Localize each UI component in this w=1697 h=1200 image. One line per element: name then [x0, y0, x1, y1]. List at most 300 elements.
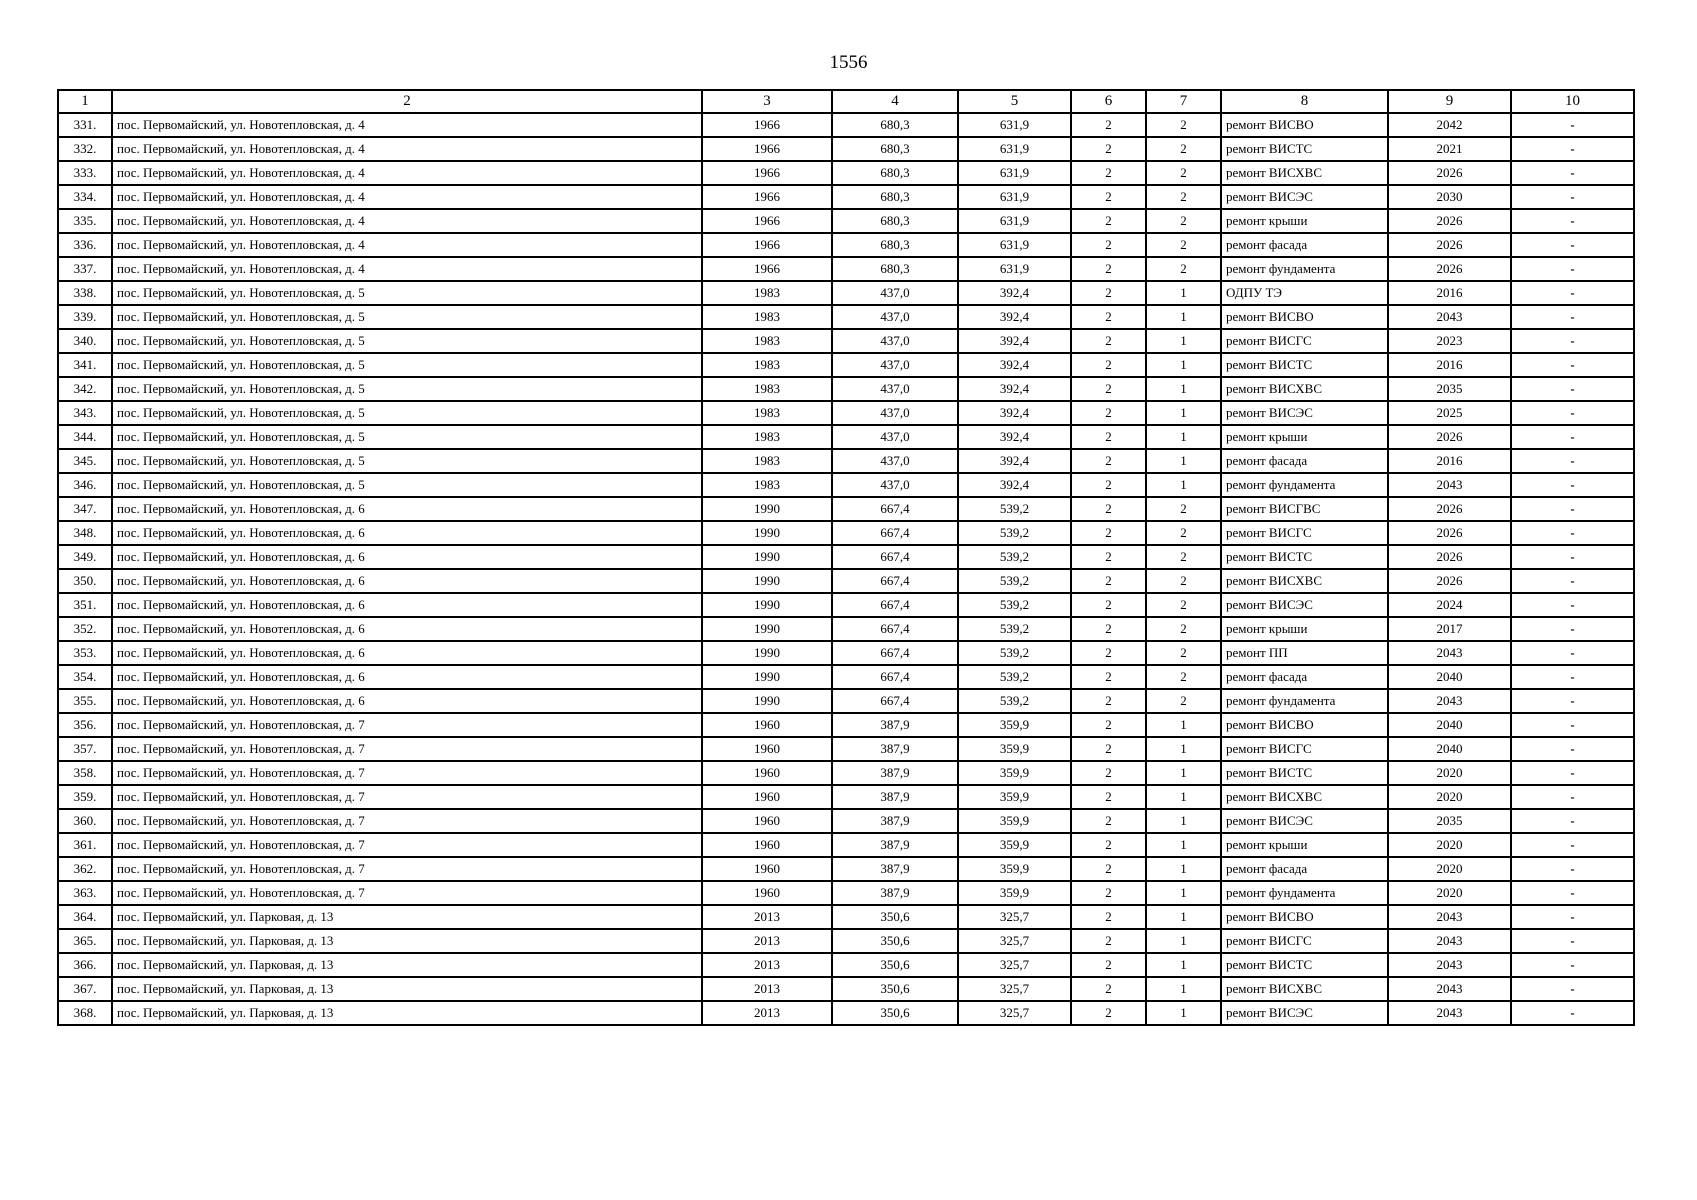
- cell-area-living: 392,4: [958, 377, 1071, 401]
- cell-row-number: 332.: [58, 137, 112, 161]
- cell-col-10: -: [1511, 833, 1634, 857]
- cell-area-total: 667,4: [832, 593, 958, 617]
- cell-planned-year: 2020: [1388, 761, 1511, 785]
- table-row: [58, 521, 1634, 545]
- cell-row-number: 365.: [58, 929, 112, 953]
- cell-planned-year: 2043: [1388, 977, 1511, 1001]
- cell-col-6: 2: [1071, 1001, 1146, 1025]
- cell-row-number: 366.: [58, 953, 112, 977]
- column-header: 3: [702, 90, 832, 113]
- cell-row-number: 356.: [58, 713, 112, 737]
- cell-area-total: 437,0: [832, 305, 958, 329]
- cell-year: 1990: [702, 497, 832, 521]
- cell-col-10: -: [1511, 329, 1634, 353]
- cell-col-10: -: [1511, 641, 1634, 665]
- cell-year: 1960: [702, 737, 832, 761]
- cell-planned-year: 2026: [1388, 569, 1511, 593]
- cell-col-10: -: [1511, 161, 1634, 185]
- cell-area-total: 387,9: [832, 785, 958, 809]
- cell-col-6: 2: [1071, 545, 1146, 569]
- cell-address: пос. Первомайский, ул. Новотепловская, д. 6: [112, 689, 702, 713]
- cell-col-10: -: [1511, 617, 1634, 641]
- cell-planned-year: 2043: [1388, 953, 1511, 977]
- cell-year: 1966: [702, 209, 832, 233]
- cell-col-7: 1: [1146, 977, 1221, 1001]
- cell-row-number: 343.: [58, 401, 112, 425]
- cell-col-6: 2: [1071, 593, 1146, 617]
- cell-address: пос. Первомайский, ул. Новотепловская, д. 4: [112, 233, 702, 257]
- cell-col-6: 2: [1071, 953, 1146, 977]
- cell-work-type: ремонт ВИСЭС: [1221, 1001, 1388, 1025]
- table-row: [58, 137, 1634, 161]
- cell-col-6: 2: [1071, 209, 1146, 233]
- cell-area-living: 631,9: [958, 113, 1071, 137]
- cell-work-type: ремонт фасада: [1221, 449, 1388, 473]
- cell-work-type: ремонт фасада: [1221, 857, 1388, 881]
- cell-work-type: ремонт ВИСЭС: [1221, 401, 1388, 425]
- cell-planned-year: 2043: [1388, 905, 1511, 929]
- cell-year: 1990: [702, 641, 832, 665]
- cell-row-number: 341.: [58, 353, 112, 377]
- cell-area-total: 387,9: [832, 833, 958, 857]
- cell-row-number: 358.: [58, 761, 112, 785]
- cell-row-number: 352.: [58, 617, 112, 641]
- cell-row-number: 344.: [58, 425, 112, 449]
- cell-col-6: 2: [1071, 161, 1146, 185]
- cell-col-6: 2: [1071, 233, 1146, 257]
- cell-area-living: 392,4: [958, 473, 1071, 497]
- cell-col-7: 1: [1146, 929, 1221, 953]
- table-row: [58, 617, 1634, 641]
- cell-area-living: 359,9: [958, 737, 1071, 761]
- cell-area-living: 325,7: [958, 977, 1071, 1001]
- cell-area-total: 350,6: [832, 1001, 958, 1025]
- cell-planned-year: 2040: [1388, 737, 1511, 761]
- cell-col-10: -: [1511, 977, 1634, 1001]
- cell-year: 1966: [702, 233, 832, 257]
- cell-work-type: ремонт ВИСХВС: [1221, 785, 1388, 809]
- table-row: [58, 377, 1634, 401]
- cell-col-7: 2: [1146, 233, 1221, 257]
- cell-col-10: -: [1511, 257, 1634, 281]
- cell-address: пос. Первомайский, ул. Новотепловская, д. 4: [112, 185, 702, 209]
- cell-area-total: 667,4: [832, 545, 958, 569]
- cell-work-type: ремонт ВИСХВС: [1221, 569, 1388, 593]
- cell-area-living: 392,4: [958, 401, 1071, 425]
- cell-address: пос. Первомайский, ул. Новотепловская, д. 6: [112, 521, 702, 545]
- cell-row-number: 337.: [58, 257, 112, 281]
- cell-area-living: 359,9: [958, 833, 1071, 857]
- cell-col-6: 2: [1071, 497, 1146, 521]
- cell-area-living: 325,7: [958, 953, 1071, 977]
- cell-year: 1983: [702, 281, 832, 305]
- cell-planned-year: 2016: [1388, 281, 1511, 305]
- cell-work-type: ремонт фасада: [1221, 233, 1388, 257]
- cell-row-number: 331.: [58, 113, 112, 137]
- cell-planned-year: 2042: [1388, 113, 1511, 137]
- cell-work-type: ремонт ВИСГС: [1221, 521, 1388, 545]
- cell-area-living: 539,2: [958, 497, 1071, 521]
- cell-col-10: -: [1511, 185, 1634, 209]
- cell-col-6: 2: [1071, 809, 1146, 833]
- cell-col-7: 1: [1146, 425, 1221, 449]
- cell-work-type: ремонт ВИСГС: [1221, 929, 1388, 953]
- cell-work-type: ремонт ВИСЭС: [1221, 185, 1388, 209]
- cell-area-total: 437,0: [832, 449, 958, 473]
- cell-area-total: 680,3: [832, 137, 958, 161]
- cell-year: 1983: [702, 353, 832, 377]
- column-header: 1: [58, 90, 112, 113]
- cell-planned-year: 2021: [1388, 137, 1511, 161]
- cell-row-number: 359.: [58, 785, 112, 809]
- cell-row-number: 335.: [58, 209, 112, 233]
- cell-work-type: ремонт ВИСВО: [1221, 905, 1388, 929]
- cell-col-10: -: [1511, 209, 1634, 233]
- cell-year: 1990: [702, 545, 832, 569]
- cell-address: пос. Первомайский, ул. Новотепловская, д. 7: [112, 833, 702, 857]
- cell-planned-year: 2026: [1388, 497, 1511, 521]
- cell-planned-year: 2026: [1388, 161, 1511, 185]
- cell-col-6: 2: [1071, 113, 1146, 137]
- cell-area-living: 392,4: [958, 425, 1071, 449]
- cell-col-7: 1: [1146, 785, 1221, 809]
- cell-area-total: 680,3: [832, 161, 958, 185]
- cell-row-number: 334.: [58, 185, 112, 209]
- cell-area-total: 437,0: [832, 473, 958, 497]
- cell-area-total: 680,3: [832, 185, 958, 209]
- cell-row-number: 333.: [58, 161, 112, 185]
- table-row: [58, 905, 1634, 929]
- cell-address: пос. Первомайский, ул. Новотепловская, д. 7: [112, 737, 702, 761]
- table-row: [58, 1001, 1634, 1025]
- cell-col-10: -: [1511, 425, 1634, 449]
- cell-col-10: -: [1511, 785, 1634, 809]
- cell-row-number: 362.: [58, 857, 112, 881]
- cell-area-total: 667,4: [832, 689, 958, 713]
- cell-col-10: -: [1511, 953, 1634, 977]
- cell-area-total: 667,4: [832, 617, 958, 641]
- cell-planned-year: 2017: [1388, 617, 1511, 641]
- cell-col-10: -: [1511, 569, 1634, 593]
- cell-col-7: 1: [1146, 713, 1221, 737]
- cell-area-living: 539,2: [958, 521, 1071, 545]
- column-header: 5: [958, 90, 1071, 113]
- cell-area-living: 359,9: [958, 809, 1071, 833]
- cell-address: пос. Первомайский, ул. Новотепловская, д. 7: [112, 785, 702, 809]
- cell-col-6: 2: [1071, 473, 1146, 497]
- table-row: [58, 689, 1634, 713]
- cell-col-7: 1: [1146, 1001, 1221, 1025]
- cell-area-total: 350,6: [832, 977, 958, 1001]
- cell-area-living: 631,9: [958, 185, 1071, 209]
- page-number: 1556: [829, 52, 868, 73]
- cell-area-living: 631,9: [958, 161, 1071, 185]
- cell-area-total: 667,4: [832, 497, 958, 521]
- cell-year: 1983: [702, 377, 832, 401]
- cell-col-7: 2: [1146, 113, 1221, 137]
- cell-col-10: -: [1511, 593, 1634, 617]
- cell-work-type: ремонт фундамента: [1221, 689, 1388, 713]
- cell-col-7: 1: [1146, 953, 1221, 977]
- column-header: 4: [832, 90, 958, 113]
- cell-area-living: 631,9: [958, 233, 1071, 257]
- cell-col-10: -: [1511, 737, 1634, 761]
- cell-year: 1990: [702, 617, 832, 641]
- cell-col-10: -: [1511, 353, 1634, 377]
- cell-address: пос. Первомайский, ул. Парковая, д. 13: [112, 953, 702, 977]
- table-row: [58, 209, 1634, 233]
- cell-row-number: 355.: [58, 689, 112, 713]
- cell-work-type: ремонт ВИСХВС: [1221, 377, 1388, 401]
- cell-area-living: 631,9: [958, 257, 1071, 281]
- cell-area-living: 539,2: [958, 545, 1071, 569]
- cell-area-total: 350,6: [832, 929, 958, 953]
- cell-work-type: ремонт ВИСВО: [1221, 113, 1388, 137]
- cell-col-7: 1: [1146, 401, 1221, 425]
- cell-year: 1960: [702, 881, 832, 905]
- cell-col-6: 2: [1071, 377, 1146, 401]
- table-row: [58, 353, 1634, 377]
- cell-work-type: ремонт ВИСТС: [1221, 353, 1388, 377]
- cell-area-living: 539,2: [958, 569, 1071, 593]
- cell-year: 1966: [702, 185, 832, 209]
- cell-work-type: ремонт крыши: [1221, 209, 1388, 233]
- cell-col-10: -: [1511, 305, 1634, 329]
- cell-year: 1960: [702, 785, 832, 809]
- cell-area-living: 631,9: [958, 209, 1071, 233]
- cell-planned-year: 2043: [1388, 929, 1511, 953]
- cell-area-living: 392,4: [958, 353, 1071, 377]
- cell-col-10: -: [1511, 1001, 1634, 1025]
- cell-planned-year: 2020: [1388, 881, 1511, 905]
- cell-col-10: -: [1511, 281, 1634, 305]
- cell-work-type: ремонт фундамента: [1221, 473, 1388, 497]
- table-row: [58, 329, 1634, 353]
- cell-col-6: 2: [1071, 185, 1146, 209]
- cell-col-6: 2: [1071, 449, 1146, 473]
- column-header: 7: [1146, 90, 1221, 113]
- cell-area-total: 680,3: [832, 113, 958, 137]
- cell-address: пос. Первомайский, ул. Новотепловская, д. 4: [112, 257, 702, 281]
- cell-col-10: -: [1511, 233, 1634, 257]
- cell-year: 1966: [702, 161, 832, 185]
- cell-year: 1983: [702, 425, 832, 449]
- cell-work-type: ремонт ВИСГВС: [1221, 497, 1388, 521]
- table-row: [58, 257, 1634, 281]
- cell-work-type: ремонт ВИСГС: [1221, 329, 1388, 353]
- table-row: [58, 929, 1634, 953]
- cell-col-6: 2: [1071, 401, 1146, 425]
- table-body: [58, 113, 1634, 1025]
- cell-col-10: -: [1511, 713, 1634, 737]
- cell-area-total: 437,0: [832, 353, 958, 377]
- cell-col-6: 2: [1071, 881, 1146, 905]
- cell-planned-year: 2023: [1388, 329, 1511, 353]
- table-row: [58, 761, 1634, 785]
- column-header: 10: [1511, 90, 1634, 113]
- cell-area-living: 392,4: [958, 305, 1071, 329]
- table-row: [58, 233, 1634, 257]
- cell-address: пос. Первомайский, ул. Новотепловская, д. 4: [112, 209, 702, 233]
- cell-address: пос. Первомайский, ул. Новотепловская, д. 6: [112, 545, 702, 569]
- cell-col-6: 2: [1071, 929, 1146, 953]
- cell-col-10: -: [1511, 497, 1634, 521]
- cell-area-living: 392,4: [958, 329, 1071, 353]
- cell-col-6: 2: [1071, 977, 1146, 1001]
- cell-col-10: -: [1511, 401, 1634, 425]
- cell-col-7: 1: [1146, 761, 1221, 785]
- cell-col-6: 2: [1071, 905, 1146, 929]
- cell-col-7: 2: [1146, 545, 1221, 569]
- cell-col-10: -: [1511, 377, 1634, 401]
- cell-address: пос. Первомайский, ул. Новотепловская, д. 5: [112, 329, 702, 353]
- cell-planned-year: 2020: [1388, 833, 1511, 857]
- cell-col-7: 2: [1146, 521, 1221, 545]
- cell-col-10: -: [1511, 521, 1634, 545]
- cell-col-10: -: [1511, 545, 1634, 569]
- cell-row-number: 340.: [58, 329, 112, 353]
- cell-area-living: 392,4: [958, 449, 1071, 473]
- cell-area-total: 350,6: [832, 905, 958, 929]
- table-row: [58, 569, 1634, 593]
- cell-row-number: 351.: [58, 593, 112, 617]
- cell-work-type: ремонт ВИСТС: [1221, 953, 1388, 977]
- cell-col-6: 2: [1071, 569, 1146, 593]
- cell-address: пос. Первомайский, ул. Новотепловская, д. 5: [112, 377, 702, 401]
- table-row: [58, 545, 1634, 569]
- cell-col-6: 2: [1071, 761, 1146, 785]
- cell-year: 1990: [702, 689, 832, 713]
- cell-col-10: -: [1511, 809, 1634, 833]
- cell-col-7: 1: [1146, 809, 1221, 833]
- cell-year: 1983: [702, 329, 832, 353]
- cell-year: 1990: [702, 521, 832, 545]
- cell-col-7: 1: [1146, 737, 1221, 761]
- cell-col-6: 2: [1071, 305, 1146, 329]
- cell-col-6: 2: [1071, 257, 1146, 281]
- cell-year: 1983: [702, 401, 832, 425]
- cell-row-number: 339.: [58, 305, 112, 329]
- cell-col-6: 2: [1071, 353, 1146, 377]
- table-row: [58, 833, 1634, 857]
- cell-area-living: 325,7: [958, 929, 1071, 953]
- cell-planned-year: 2035: [1388, 377, 1511, 401]
- table-row: [58, 713, 1634, 737]
- cell-address: пос. Первомайский, ул. Новотепловская, д. 6: [112, 617, 702, 641]
- cell-row-number: 342.: [58, 377, 112, 401]
- cell-row-number: 349.: [58, 545, 112, 569]
- cell-year: 1960: [702, 809, 832, 833]
- table-row: [58, 185, 1634, 209]
- cell-col-10: -: [1511, 113, 1634, 137]
- cell-planned-year: 2026: [1388, 257, 1511, 281]
- cell-work-type: ремонт ВИСГС: [1221, 737, 1388, 761]
- cell-address: пос. Первомайский, ул. Парковая, д. 13: [112, 1001, 702, 1025]
- cell-year: 1983: [702, 305, 832, 329]
- cell-area-total: 387,9: [832, 881, 958, 905]
- cell-col-10: -: [1511, 929, 1634, 953]
- cell-address: пос. Первомайский, ул. Новотепловская, д. 5: [112, 401, 702, 425]
- cell-work-type: ОДПУ ТЭ: [1221, 281, 1388, 305]
- column-header: 9: [1388, 90, 1511, 113]
- table-row: [58, 953, 1634, 977]
- cell-year: 1960: [702, 761, 832, 785]
- cell-work-type: ремонт фундамента: [1221, 881, 1388, 905]
- cell-col-7: 1: [1146, 833, 1221, 857]
- table-row: [58, 641, 1634, 665]
- cell-planned-year: 2030: [1388, 185, 1511, 209]
- column-header: 2: [112, 90, 702, 113]
- cell-col-10: -: [1511, 905, 1634, 929]
- cell-planned-year: 2043: [1388, 689, 1511, 713]
- cell-col-10: -: [1511, 137, 1634, 161]
- cell-area-living: 359,9: [958, 785, 1071, 809]
- cell-address: пос. Первомайский, ул. Новотепловская, д. 6: [112, 497, 702, 521]
- cell-area-total: 437,0: [832, 281, 958, 305]
- table-row: [58, 449, 1634, 473]
- cell-area-living: 392,4: [958, 281, 1071, 305]
- table-row: [58, 737, 1634, 761]
- table-row: [58, 977, 1634, 1001]
- cell-year: 1966: [702, 257, 832, 281]
- cell-area-total: 437,0: [832, 425, 958, 449]
- cell-planned-year: 2025: [1388, 401, 1511, 425]
- cell-year: 1960: [702, 713, 832, 737]
- cell-row-number: 347.: [58, 497, 112, 521]
- cell-planned-year: 2043: [1388, 473, 1511, 497]
- cell-row-number: 345.: [58, 449, 112, 473]
- cell-col-6: 2: [1071, 137, 1146, 161]
- cell-area-living: 359,9: [958, 761, 1071, 785]
- cell-col-10: -: [1511, 449, 1634, 473]
- cell-address: пос. Первомайский, ул. Новотепловская, д. 7: [112, 809, 702, 833]
- table-row: [58, 161, 1634, 185]
- cell-col-7: 2: [1146, 257, 1221, 281]
- cell-year: 1990: [702, 665, 832, 689]
- cell-area-living: 325,7: [958, 905, 1071, 929]
- cell-row-number: 338.: [58, 281, 112, 305]
- cell-address: пос. Первомайский, ул. Новотепловская, д. 7: [112, 761, 702, 785]
- cell-col-6: 2: [1071, 833, 1146, 857]
- table-row: [58, 401, 1634, 425]
- cell-year: 1966: [702, 137, 832, 161]
- cell-col-6: 2: [1071, 617, 1146, 641]
- cell-col-7: 2: [1146, 209, 1221, 233]
- cell-planned-year: 2026: [1388, 521, 1511, 545]
- cell-row-number: 354.: [58, 665, 112, 689]
- cell-area-total: 680,3: [832, 257, 958, 281]
- cell-planned-year: 2020: [1388, 785, 1511, 809]
- cell-year: 1983: [702, 473, 832, 497]
- cell-col-6: 2: [1071, 329, 1146, 353]
- cell-row-number: 357.: [58, 737, 112, 761]
- cell-area-total: 437,0: [832, 377, 958, 401]
- cell-col-7: 1: [1146, 881, 1221, 905]
- cell-year: 1960: [702, 857, 832, 881]
- cell-work-type: ремонт ВИСХВС: [1221, 977, 1388, 1001]
- cell-area-total: 667,4: [832, 521, 958, 545]
- cell-address: пос. Первомайский, ул. Парковая, д. 13: [112, 905, 702, 929]
- cell-address: пос. Первомайский, ул. Новотепловская, д. 7: [112, 857, 702, 881]
- cell-col-10: -: [1511, 881, 1634, 905]
- cell-area-total: 667,4: [832, 665, 958, 689]
- cell-row-number: 364.: [58, 905, 112, 929]
- cell-planned-year: 2043: [1388, 1001, 1511, 1025]
- cell-col-7: 2: [1146, 161, 1221, 185]
- cell-col-7: 1: [1146, 377, 1221, 401]
- cell-row-number: 363.: [58, 881, 112, 905]
- cell-row-number: 350.: [58, 569, 112, 593]
